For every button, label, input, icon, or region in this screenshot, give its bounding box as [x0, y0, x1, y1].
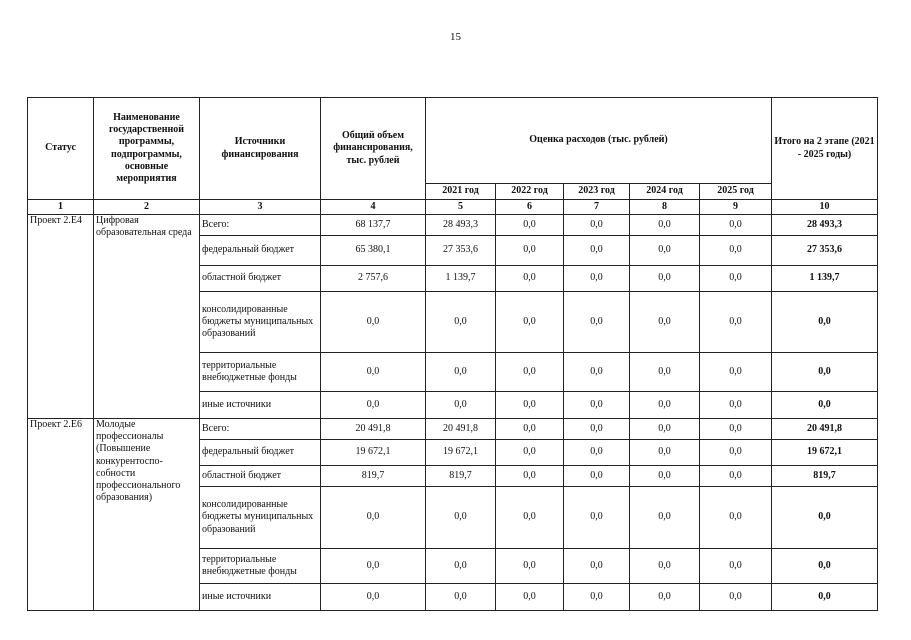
year-2025-value: 0,0 — [700, 487, 772, 549]
header-sources: Источники финансирования — [200, 98, 321, 200]
stage-total-value: 19 672,1 — [772, 440, 878, 466]
header-year-2024: 2024 год — [630, 184, 700, 200]
year-2021-value: 0,0 — [426, 487, 496, 549]
stage-total-value: 1 139,7 — [772, 266, 878, 292]
year-2021-value: 0,0 — [426, 392, 496, 419]
year-2021-value: 28 493,3 — [426, 215, 496, 236]
funding-source: областной бюджет — [200, 466, 321, 487]
project-status: Проект 2.Е4 — [28, 215, 94, 419]
funding-source: Всего: — [200, 215, 321, 236]
year-2021-value: 0,0 — [426, 292, 496, 353]
funding-source: областной бюджет — [200, 266, 321, 292]
column-number-row — [28, 200, 878, 215]
stage-total-value: 28 493,3 — [772, 215, 878, 236]
stage-total-value: 0,0 — [772, 487, 878, 549]
year-2024-value: 0,0 — [630, 266, 700, 292]
column-number: 6 — [496, 200, 564, 215]
year-2022-value: 0,0 — [496, 353, 564, 392]
total-value: 819,7 — [321, 466, 426, 487]
header-estimate: Оценка расходов (тыс. рублей) — [426, 98, 772, 184]
year-2022-value: 0,0 — [496, 266, 564, 292]
year-2023-value: 0,0 — [564, 549, 630, 584]
year-2023-value: 0,0 — [564, 266, 630, 292]
header-year-2021: 2021 год — [426, 184, 496, 200]
funding-source: территориальные внебюджетные фонды — [200, 353, 321, 392]
funding-source: консолидированные бюджеты муниципальных образований — [200, 487, 321, 549]
total-value: 68 137,7 — [321, 215, 426, 236]
year-2023-value: 0,0 — [564, 584, 630, 611]
year-2021-value: 20 491,8 — [426, 419, 496, 440]
year-2025-value: 0,0 — [700, 292, 772, 353]
table-row — [28, 419, 878, 440]
funding-source: консолидированные бюджеты муниципальных образований — [200, 292, 321, 353]
year-2025-value: 0,0 — [700, 353, 772, 392]
year-2022-value: 0,0 — [496, 466, 564, 487]
funding-source: федеральный бюджет — [200, 236, 321, 266]
year-2025-value: 0,0 — [700, 466, 772, 487]
year-2023-value: 0,0 — [564, 487, 630, 549]
column-number: 1 — [28, 200, 94, 215]
year-2024-value: 0,0 — [630, 236, 700, 266]
year-2022-value: 0,0 — [496, 419, 564, 440]
total-value: 0,0 — [321, 292, 426, 353]
year-2024-value: 0,0 — [630, 466, 700, 487]
header-row — [28, 98, 878, 184]
year-2025-value: 0,0 — [700, 215, 772, 236]
stage-total-value: 27 353,6 — [772, 236, 878, 266]
year-2021-value: 819,7 — [426, 466, 496, 487]
total-value: 2 757,6 — [321, 266, 426, 292]
column-number: 2 — [94, 200, 200, 215]
year-2024-value: 0,0 — [630, 487, 700, 549]
year-2022-value: 0,0 — [496, 292, 564, 353]
year-2025-value: 0,0 — [700, 236, 772, 266]
year-2021-value: 0,0 — [426, 549, 496, 584]
year-2025-value: 0,0 — [700, 266, 772, 292]
header-year-2025: 2025 год — [700, 184, 772, 200]
column-number: 5 — [426, 200, 496, 215]
column-number: 4 — [321, 200, 426, 215]
year-2022-value: 0,0 — [496, 236, 564, 266]
year-2023-value: 0,0 — [564, 292, 630, 353]
total-value: 19 672,1 — [321, 440, 426, 466]
year-2023-value: 0,0 — [564, 440, 630, 466]
project-status: Проект 2.Е6 — [28, 419, 94, 611]
page-number: 15 — [450, 31, 461, 43]
year-2024-value: 0,0 — [630, 353, 700, 392]
year-2025-value: 0,0 — [700, 419, 772, 440]
column-number: 3 — [200, 200, 321, 215]
total-value: 0,0 — [321, 392, 426, 419]
project-name: Молодые профессионалы (Повышение конкурентоспо-собности профессионального образования) — [94, 419, 200, 611]
year-2025-value: 0,0 — [700, 392, 772, 419]
header-year-2022: 2022 год — [496, 184, 564, 200]
funding-source: иные источники — [200, 392, 321, 419]
year-2024-value: 0,0 — [630, 392, 700, 419]
year-2022-value: 0,0 — [496, 549, 564, 584]
total-value: 65 380,1 — [321, 236, 426, 266]
year-2021-value: 27 353,6 — [426, 236, 496, 266]
column-number: 8 — [630, 200, 700, 215]
year-2021-value: 0,0 — [426, 353, 496, 392]
header-total: Общий объем финансирования, тыс. рублей — [321, 98, 426, 200]
column-number: 9 — [700, 200, 772, 215]
column-number: 7 — [564, 200, 630, 215]
stage-total-value: 0,0 — [772, 292, 878, 353]
total-value: 0,0 — [321, 353, 426, 392]
stage-total-value: 0,0 — [772, 549, 878, 584]
header-name: Наименование государственной программы, подпрограммы, основные мероприятия — [94, 98, 200, 200]
stage-total-value: 0,0 — [772, 353, 878, 392]
year-2023-value: 0,0 — [564, 353, 630, 392]
funding-source: иные источники — [200, 584, 321, 611]
project-name: Цифровая образовательная среда — [94, 215, 200, 419]
financing-table — [27, 97, 878, 611]
year-2023-value: 0,0 — [564, 419, 630, 440]
table-row — [28, 215, 878, 236]
stage-total-value: 819,7 — [772, 466, 878, 487]
funding-source: Всего: — [200, 419, 321, 440]
year-2022-value: 0,0 — [496, 440, 564, 466]
stage-total-value: 0,0 — [772, 584, 878, 611]
year-2024-value: 0,0 — [630, 549, 700, 584]
year-2022-value: 0,0 — [496, 487, 564, 549]
year-2025-value: 0,0 — [700, 584, 772, 611]
year-2021-value: 0,0 — [426, 584, 496, 611]
header-stage-total: Итого на 2 этапе (2021 - 2025 годы) — [772, 98, 878, 200]
year-2022-value: 0,0 — [496, 392, 564, 419]
stage-total-value: 20 491,8 — [772, 419, 878, 440]
year-2024-value: 0,0 — [630, 419, 700, 440]
total-value: 0,0 — [321, 584, 426, 611]
header-year-2023: 2023 год — [564, 184, 630, 200]
year-2023-value: 0,0 — [564, 215, 630, 236]
header-status: Статус — [28, 98, 94, 200]
year-2024-value: 0,0 — [630, 584, 700, 611]
funding-source: федеральный бюджет — [200, 440, 321, 466]
year-2025-value: 0,0 — [700, 549, 772, 584]
column-number: 10 — [772, 200, 878, 215]
year-2021-value: 1 139,7 — [426, 266, 496, 292]
year-2024-value: 0,0 — [630, 215, 700, 236]
year-2023-value: 0,0 — [564, 236, 630, 266]
total-value: 0,0 — [321, 487, 426, 549]
year-2024-value: 0,0 — [630, 292, 700, 353]
funding-source: территориальные внебюджетные фонды — [200, 549, 321, 584]
year-2024-value: 0,0 — [630, 440, 700, 466]
total-value: 0,0 — [321, 549, 426, 584]
year-2021-value: 19 672,1 — [426, 440, 496, 466]
year-2022-value: 0,0 — [496, 215, 564, 236]
year-2023-value: 0,0 — [564, 466, 630, 487]
year-2025-value: 0,0 — [700, 440, 772, 466]
stage-total-value: 0,0 — [772, 392, 878, 419]
year-2023-value: 0,0 — [564, 392, 630, 419]
year-2022-value: 0,0 — [496, 584, 564, 611]
table-body — [28, 98, 878, 611]
total-value: 20 491,8 — [321, 419, 426, 440]
